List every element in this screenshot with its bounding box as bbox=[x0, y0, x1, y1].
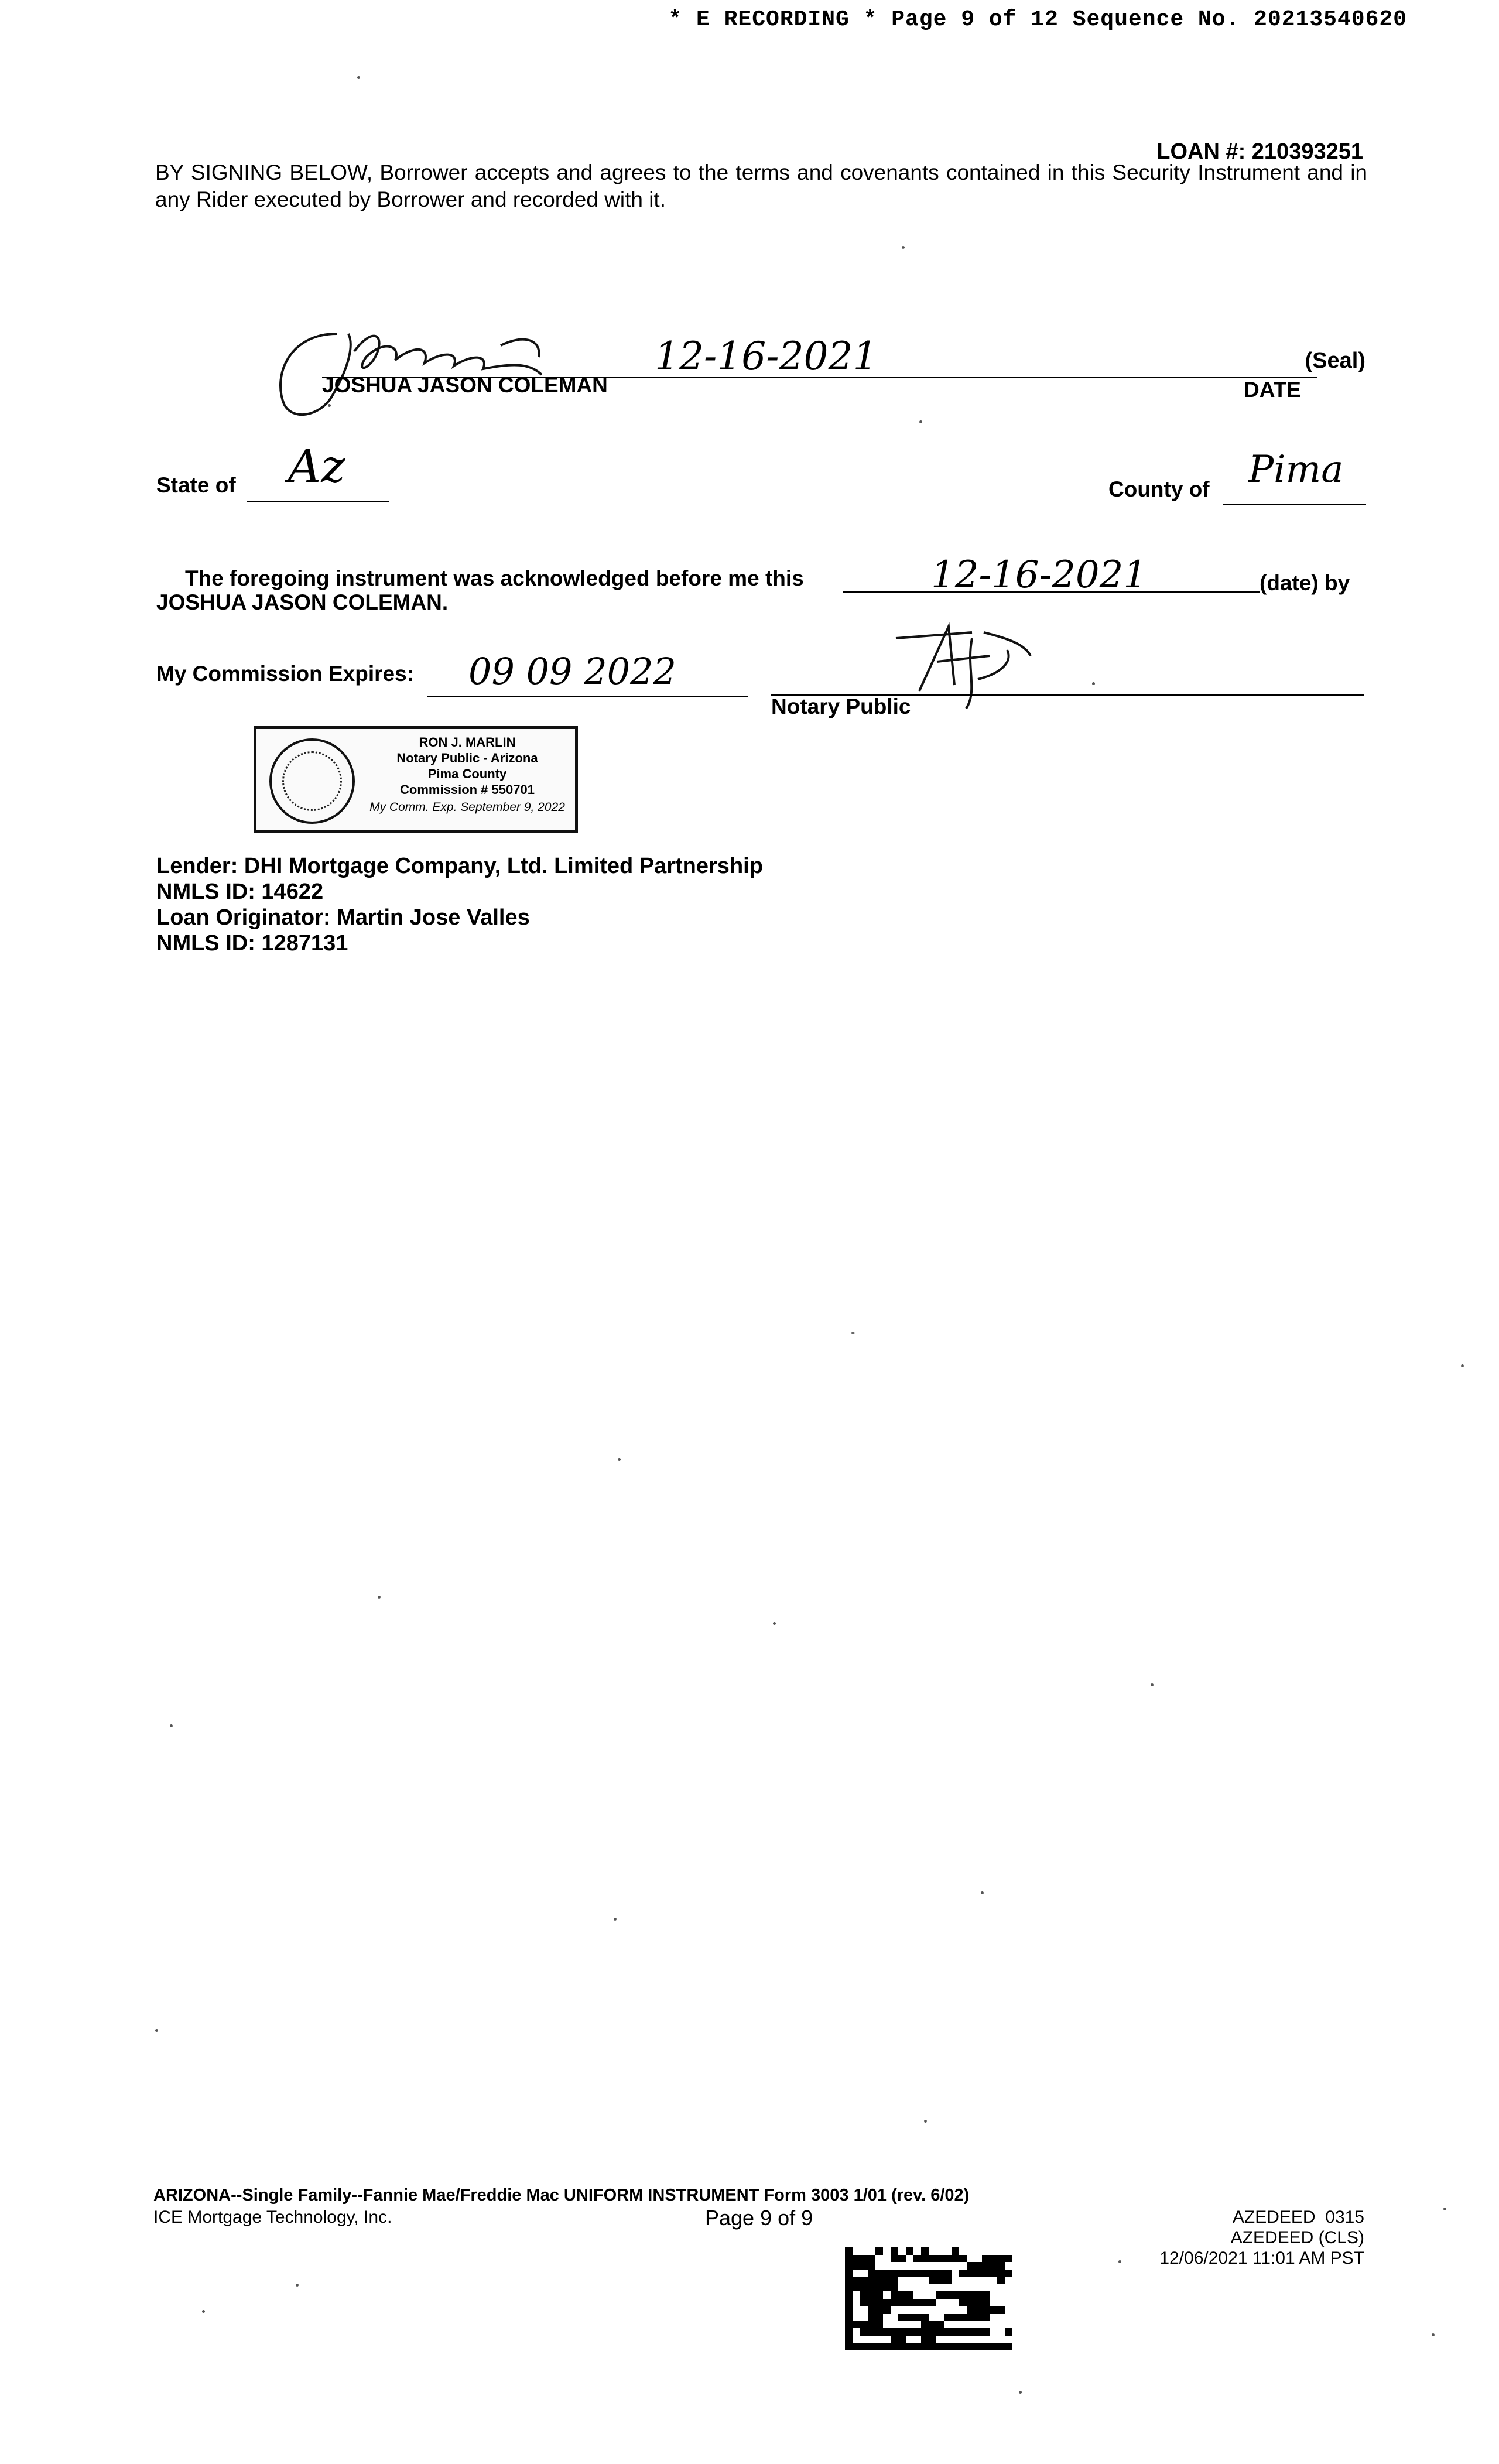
stamp-expiry: My Comm. Exp. September 9, 2022 bbox=[369, 800, 565, 814]
acknowledgment-date-line bbox=[843, 591, 1260, 593]
lender-name: Lender: DHI Mortgage Company, Ltd. Limited Partnership bbox=[156, 854, 763, 878]
seal-label: (Seal) bbox=[1305, 348, 1365, 373]
footer-code-1: AZEDEED 0315 bbox=[1232, 2208, 1364, 2227]
county-value: Pima bbox=[1248, 448, 1344, 491]
commission-label: My Commission Expires: bbox=[156, 662, 415, 686]
acknowledgment-text: The foregoing instrument was acknowledged before me this bbox=[185, 566, 804, 590]
state-value: Az bbox=[288, 440, 345, 493]
stamp-county: Pima County bbox=[427, 766, 507, 781]
loan-number: LOAN #: 210393251 bbox=[1156, 139, 1363, 164]
borrower-name: JOSHUA JASON COLEMAN bbox=[322, 373, 608, 397]
footer-form-title: ARIZONA--Single Family--Fannie Mae/Freddie Mac UNIFORM INSTRUMENT Form 3003 1/01 (rev. 6/02) bbox=[153, 2186, 970, 2205]
stamp-name: RON J. MARLIN bbox=[419, 735, 516, 750]
originator-nmls: NMLS ID: 1287131 bbox=[156, 931, 348, 956]
intro-paragraph: BY SIGNING BELOW, Borrower accepts and agrees to the terms and covenants contained in this Security Instrument and in any Rider executed by Borrower and recorded with it. bbox=[155, 160, 1367, 211]
county-line bbox=[1223, 504, 1366, 505]
stamp-commission: Commission # 550701 bbox=[400, 782, 535, 797]
commission-value: 09 09 2022 bbox=[468, 650, 676, 693]
stamp-title: Notary Public - Arizona bbox=[396, 751, 538, 765]
borrower-signature bbox=[266, 310, 594, 427]
lender-nmls: NMLS ID: 14622 bbox=[156, 879, 324, 904]
signature-date-handwritten: 12-16-2021 bbox=[655, 334, 878, 379]
notary-stamp bbox=[254, 726, 578, 833]
footer-code-2: AZEDEED (CLS) bbox=[1230, 2228, 1364, 2247]
acknowledgment-name: JOSHUA JASON COLEMAN. bbox=[156, 590, 449, 614]
state-line bbox=[247, 501, 389, 502]
footer-page-number: Page 9 of 9 bbox=[705, 2206, 813, 2230]
notary-seal-icon bbox=[269, 738, 355, 824]
footer-company: ICE Mortgage Technology, Inc. bbox=[153, 2208, 392, 2227]
loan-originator: Loan Originator: Martin Jose Valles bbox=[156, 905, 530, 930]
barcode-icon bbox=[845, 2247, 1012, 2350]
notary-public-label: Notary Public bbox=[771, 694, 911, 718]
date-label: DATE bbox=[1244, 378, 1301, 402]
acknowledgment-date-suffix: (date) by bbox=[1260, 571, 1350, 595]
footer-timestamp: 12/06/2021 11:01 AM PST bbox=[1159, 2249, 1364, 2268]
recording-header: * E RECORDING * Page 9 of 12 Sequence No. 20213540620 bbox=[668, 7, 1407, 32]
acknowledgment-date: 12-16-2021 bbox=[931, 553, 1147, 597]
county-label: County of bbox=[1108, 477, 1210, 501]
commission-line bbox=[427, 696, 748, 697]
state-label: State of bbox=[156, 473, 236, 497]
